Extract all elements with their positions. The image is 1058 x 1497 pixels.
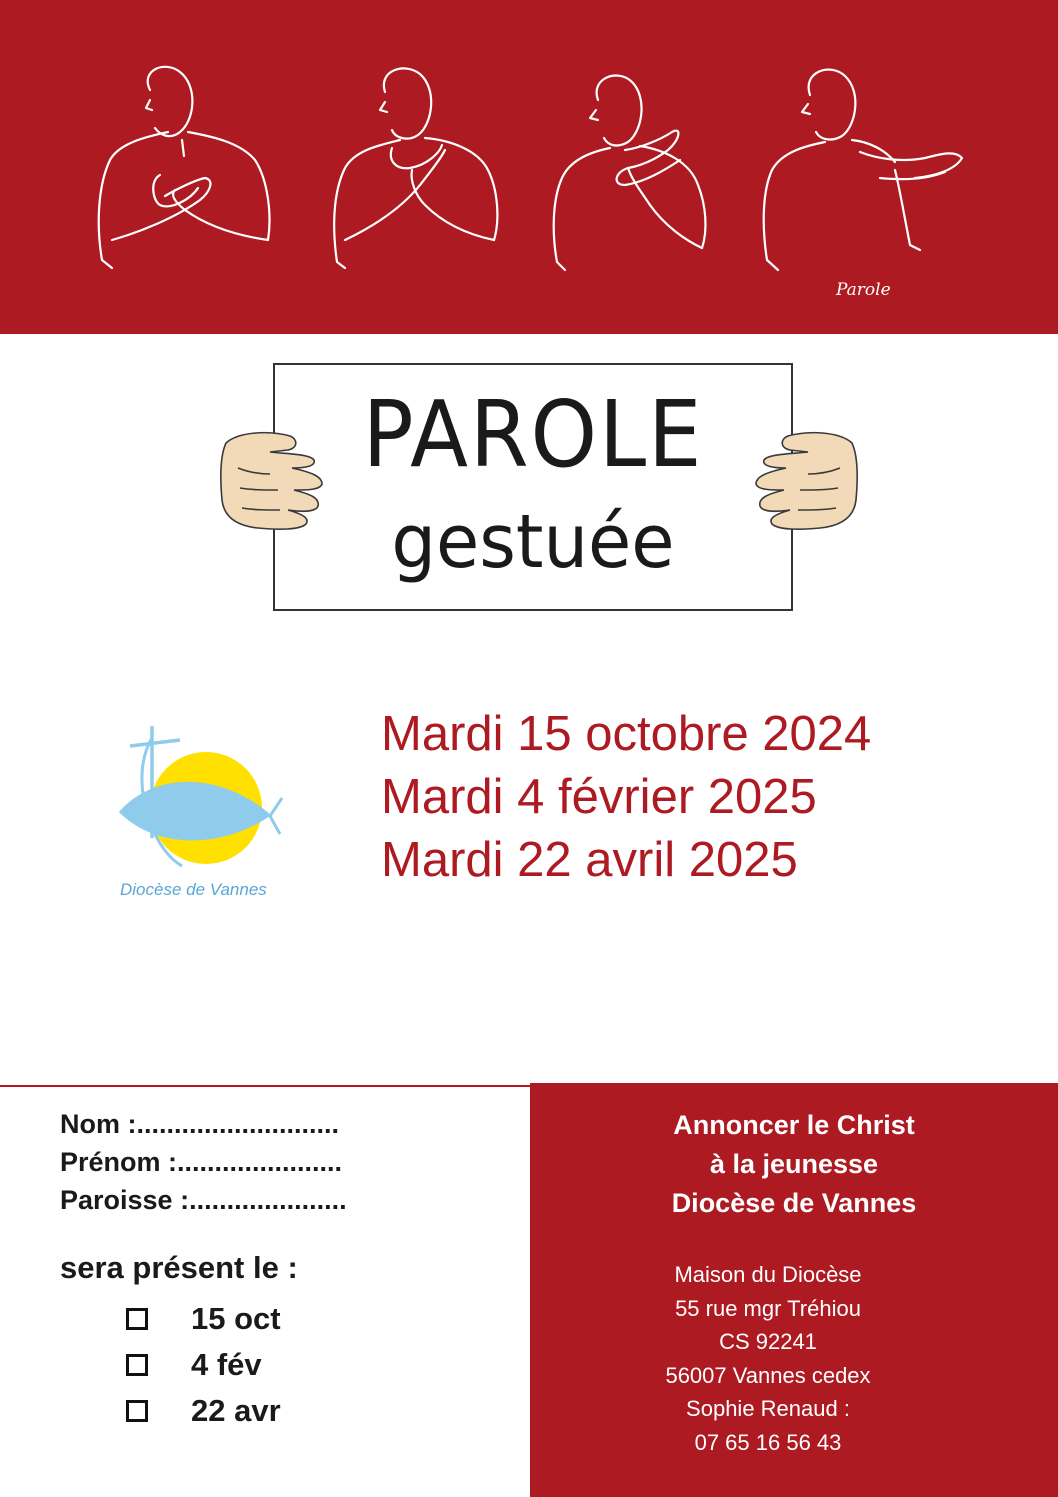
signing-figure-1 <box>99 67 270 268</box>
date-1: Mardi 15 octobre 2024 <box>381 707 872 761</box>
title-sub: gestuée <box>391 499 675 585</box>
sign-language-illustration <box>0 0 1058 334</box>
signing-figure-3 <box>554 76 706 270</box>
choice-15-oct[interactable] <box>126 1296 281 1342</box>
logo-label: Diocèse de Vannes <box>120 880 267 899</box>
address-line: 55 rue mgr Tréhiou <box>675 1295 861 1321</box>
panel-title <box>530 1106 1058 1223</box>
date-2: Mardi 4 février 2025 <box>381 770 817 824</box>
title-box <box>273 363 793 611</box>
contact-address <box>530 1258 1006 1459</box>
left-hand-illustration <box>218 428 330 536</box>
choice-4-fev[interactable] <box>126 1342 281 1388</box>
right-hand-illustration <box>748 428 860 536</box>
nom-field[interactable]: Nom :........................... <box>60 1109 340 1139</box>
checkbox[interactable] <box>126 1400 148 1422</box>
paroisse-field[interactable]: Paroisse :..................... <box>60 1185 347 1215</box>
section-divider <box>0 1085 530 1087</box>
registration-form <box>60 1105 347 1219</box>
choice-22-avr[interactable] <box>126 1388 281 1434</box>
banner-caption: Parole <box>836 280 891 300</box>
choice-label: 22 avr <box>191 1393 281 1428</box>
checkbox[interactable] <box>126 1308 148 1330</box>
signing-figure-2 <box>334 68 497 268</box>
address-line: 56007 Vannes cedex <box>665 1362 871 1388</box>
panel-title-line: à la jeunesse <box>709 1149 879 1179</box>
address-line: Maison du Diocèse <box>674 1262 862 1287</box>
contact-name: Sophie Renaud : <box>686 1396 850 1421</box>
phone-number[interactable]: 07 65 16 56 43 <box>694 1429 842 1455</box>
presence-title: sera présent le : <box>60 1250 298 1285</box>
contact-panel <box>530 1083 1058 1497</box>
choice-label: 15 oct <box>191 1301 281 1336</box>
address-line: CS 92241 <box>719 1329 817 1354</box>
event-dates <box>381 703 871 892</box>
choice-label: 4 fév <box>191 1347 262 1382</box>
title-main: PAROLE <box>362 381 704 488</box>
date-choices <box>126 1296 281 1434</box>
diocese-logo <box>110 718 290 878</box>
panel-title-line: Diocèse de Vannes <box>671 1188 917 1218</box>
prenom-field[interactable]: Prénom :...................... <box>60 1147 343 1177</box>
checkbox[interactable] <box>126 1354 148 1376</box>
panel-title-line: Annoncer le Christ <box>673 1110 915 1140</box>
signing-figure-4 <box>764 70 962 270</box>
date-3: Mardi 22 avril 2025 <box>381 833 798 887</box>
